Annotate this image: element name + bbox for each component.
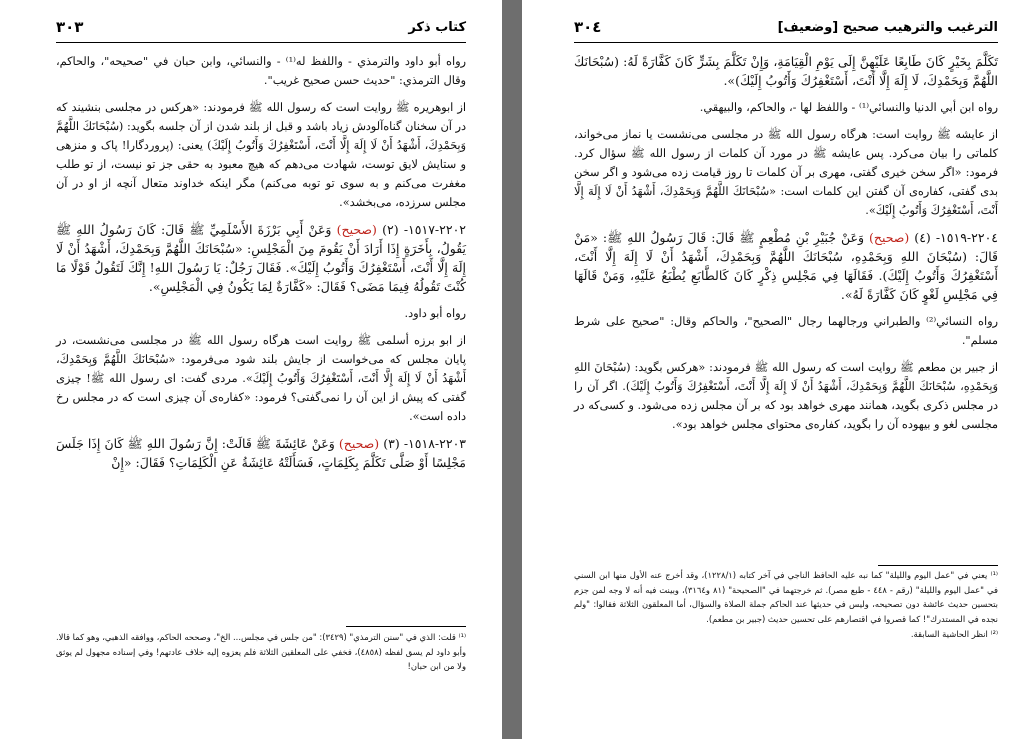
hadith-source: رواه ابن أبي الدنيا والنسائي⁽¹⁾ - واللفظ لها -، والحاكم، والبيهقي.: [699, 101, 998, 114]
left-page: [0, 0, 502, 739]
hadith-text: تَكَلَّمَ بِخَيْرٍ كَانَ طَابِعًا عَلَيْهِنَّ إِلَى يَوْمِ الْقِيَامَةِ، وَإِنْ تَكَلَّمَ بِشَرٍّ كَانَ كَفَّارَةً لَهُ: (سُبْحَانَكَ اللَّهُمَّ وَبِحَمْدِكَ، لَا إِلَهَ إِلَّا أَنْتَ، أَسْتَغْفِرُكَ وَأَتُوبُ إِلَيْكَ)».: [574, 54, 998, 88]
persian-translation: از ابو برزه أسلمی ﷺ روایت است هرگاه رسول الله ﷺ در مجلسی می‌نشست، در پایان مجلس که می‌خواست از جایش بلند شود می‌فرمود: «سُبْحَانَكَ اللَّهُمَّ وَبِحَمْدِكَ، أَشْهَدُ أَنْ لَا إِلَهَ إِلَّا أَنْتَ، أَسْتَغْفِرُكَ وَأَتُوبُ إِلَيْكَ». مردی گفت: ای رسول الله ﷺ! چیزی گفتی که پیش از این آن را نمی‌گفتی؟ فرمود: «کفاره‌ی آن چیزی است که در مجلس رخ داده است».: [56, 334, 466, 423]
page-body: [56, 52, 466, 480]
hadith-text: ٢٢٠٢-١٥١٧- (٢) (صحيح) وَعَنْ أَبِي بَرْزَةَ الأَسْلَمِيِّ ﷺ قَالَ: كَانَ رَسُولُ اللهِ ﷺ يَقُولُ، بِأَخَرَةٍ إِذَا أَرَادَ أَنْ يَقُومَ مِنَ الْمَجْلِسِ: «سُبْحَانَكَ اللَّهُمَّ وَبِحَمْدِكَ، أَشْهَدُ أَنْ لَا إِلَهَ إِلَّا أَنْتَ، أَسْتَغْفِرُكَ وَأَتُوبُ إِلَيْكَ». فَقَالَ رَجُلٌ: يَا رَسُولَ اللهِ! إِنَّكَ لَتَقُولُ قَوْلًا مَا كُنْتَ تَقُولُهُ فِيمَا مَضَى؟ فَقَالَ: «كَفَّارَةٌ لِمَا يَكُونُ فِي الْمَجْلِسِ».: [56, 222, 466, 294]
footnote: ⁽¹⁾ قلت: الذي في "سنن الترمذي" (٣٤٢٩): "من جلس في مجلس... الخ"، وصححه الحاكم، ووافقه الذهبي، وهو كما قالا. وأبو داود لم يسق لفظه (٤٨٥٨)، فخفي على المعلقين الثلاثة فلم يعزوه إليه خلاف عادتهم! وفي إسناده مجهول لم يوثق ولا من ابن حبان!: [56, 632, 467, 671]
hadith-source: رواه أبو داود والترمذي - واللفظ له⁽¹⁾ - والنسائي، وابن حبان في "صحيحه"، والحاكم، وقال الترمذي: "حديث حسن صحيح غريب".: [56, 55, 466, 87]
grading-label: (صحيح): [336, 222, 377, 237]
persian-translation: از عایشه ﷺ روایت است: هرگاه رسول الله ﷺ در مجلسی می‌نشست یا نماز می‌خواند، کلماتی را بیان می‌کرد. پس عایشه ﷺ در مورد آن کلمات از رسول الله ﷺ سؤال کرد. فرمود: «اگر سخن خیری گفتی، مهری بر آن کلمات تا روز قیامت زده می‌شود و اگر سخن بدی گفتی، کفاره‌ی آن گفتن این کلمات است: «سُبْحَانَكَ اللَّهُمَّ وَبِحَمْدِكَ، أَشْهَدُ أَنْ لَا إِلَهَ إِلَّا أَنْتَ، أَسْتَغْفِرُكَ وَأَتُوبُ إِلَيْكَ».: [574, 128, 998, 217]
hadith-text: ٢٢٠٤-١٥١٩- (٤) (صحيح) وَعَنْ جُبَيْرِ بْنِ مُطْعِمٍ ﷺ قَالَ: قَالَ رَسُولُ اللهِ ﷺ: «مَنْ قَالَ: (سُبْحَانَ اللهِ وَبِحَمْدِهِ، سُبْحَانَكَ اللَّهُمَّ وَبِحَمْدِكَ، أَشْهَدُ أَنْ لَا إِلَهَ إِلَّا أَنْتَ، أَسْتَغْفِرُكَ وَأَتُوبُ إِلَيْكَ). فَقَالَهَا فِي مَجْلِسِ ذِكْرٍ كَانَ كَالطَّابَعِ يُطْبَعُ عَلَيْهِ، وَمَنْ قَالَهَا فِي مَجْلِسِ لَغْوٍ كَانَ كَفَّارَةً لَهُ».: [574, 230, 998, 302]
footnote-separator: [346, 626, 466, 627]
running-title: الترغيب والترهيب صحيح [وضعيف]: [777, 20, 998, 35]
grading-label: (صحيح): [338, 436, 380, 451]
hadith-source: رواه أبو داود.: [404, 307, 466, 320]
page-header: [56, 20, 466, 43]
running-title: كتاب ذكر: [408, 20, 466, 35]
footnote: ⁽²⁾ انظر الحاشية السابقة.: [910, 629, 998, 639]
right-page: [522, 0, 1024, 739]
persian-translation: از ابوهریره ﷺ روایت است که رسول الله ﷺ فرمودند: «هرکس در مجلسی بنشیند که در آن سخنان گناه‌آلودش زیاد باشد و قبل از بلند شدن از آن جلسه بگوید: (سُبْحَانَكَ اللَّهُمَّ وَبِحَمْدِكَ، أَشْهَدُ أَنْ لَا إِلَهَ إِلَّا أَنْتَ، أَسْتَغْفِرُكَ وَأَتُوبُ إِلَيْكَ) یعنی: (پروردگارا! پاک و منزهی و ستایش لایق توست، شهادت می‌دهم که هیچ معبود به حقی جز تو نیست، از تو طلب مغفرت می‌کنم و به سوی تو توبه می‌کنم) مگر اینکه خداوند متعال آنچه از او در آن مجلس سرزده، می‌بخشد».: [56, 101, 466, 209]
hadith-source: رواه النسائي⁽²⁾ والطبراني ورجالهما رجال "الصحيح"، والحاكم وقال: "صحيح على شرط مسلم".: [574, 315, 999, 347]
page-header: [574, 20, 998, 43]
persian-translation: از جبیر بن مطعم ﷺ روایت است که رسول الله ﷺ فرمودند: «هرکس بگوید: (سُبْحَانَ اللهِ وَبِحَمْدِهِ، سُبْحَانَكَ اللَّهُمَّ وَبِحَمْدِكَ، أَشْهَدُ أَنْ لَا إِلَهَ إِلَّا أَنْتَ، أَسْتَغْفِرُكَ وَأَتُوبُ إِلَيْكَ). اگر آن را در مجلس ذکری بگوید، همانند مهری خواهد بود که بر آن مجلس زده می‌شود. و کسی‌که در مجلسی لغو و بیهوده آن را بگوید، کفاره‌ی محتوای مجلس خواهد بود».: [574, 361, 998, 431]
page-body: [574, 52, 998, 442]
hadith-text: ٢٢٠٣-١٥١٨- (٣) (صحيح) وَعَنْ عَائِشَةَ ﷺ قَالَتْ: إِنَّ رَسُولَ اللهِ ﷺ كَانَ إِذَا جَلَسَ مَجْلِسًا أَوْ صَلَّى تَكَلَّمَ بِكَلِمَاتٍ، فَسَأَلَتْهُ عَائِشَةُ عَنِ الْكَلِمَاتِ؟ فَقَالَ: «إِنْ: [56, 436, 466, 470]
grading-label: (صحيح): [869, 230, 910, 245]
footnotes: [574, 568, 998, 643]
footnote-separator: [878, 565, 998, 566]
page-number: ٣٠٣: [56, 18, 84, 36]
page-number: ٣٠٤: [574, 18, 602, 36]
book-gutter: [502, 0, 522, 739]
footnotes: [56, 630, 466, 675]
footnote: ⁽¹⁾ يعني في "عمل اليوم والليلة" كما نبه عليه الحافظ الناجي في آخر كتابه (١٢٢٨/١)، وقد أخرج عنه الأول منها ابن السني في "عمل اليوم والليلة" (رقم - ٤٤٨ - طبع مصر). ثم خرجتهما في "الصحيحة" (٨١ و٣١٦٤)، وبينت فيه أنه لا وجه لمن جزم بتحسين حديث عائشة دون تصحيحه، وليس في حديثها عند الحاكم جملة الصلاة والسؤال، أما المعلقون الثلاثة فقالوا: "ولم نجده في المستدرك"! كما قصروا في اقتصارهم على تحسين حديث (جبير بن مطعم).: [574, 570, 998, 624]
